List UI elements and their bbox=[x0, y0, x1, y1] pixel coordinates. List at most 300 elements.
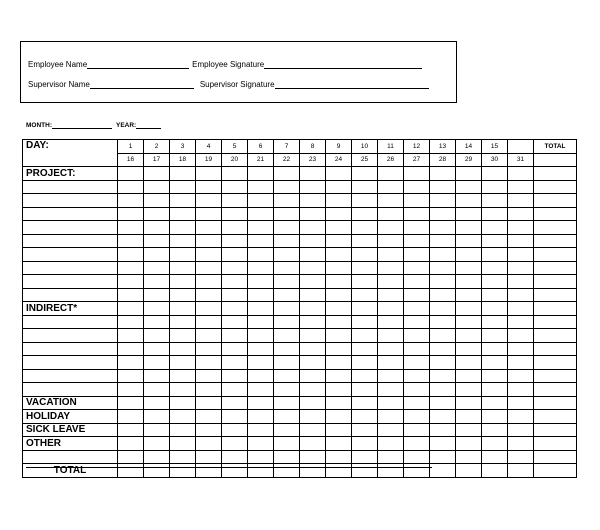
row-total-cell[interactable] bbox=[534, 356, 577, 370]
hours-cell[interactable] bbox=[326, 450, 352, 464]
hours-cell[interactable] bbox=[274, 396, 300, 410]
hours-cell[interactable] bbox=[118, 288, 144, 302]
hours-cell[interactable] bbox=[456, 450, 482, 464]
hours-cell[interactable] bbox=[456, 383, 482, 397]
hours-cell[interactable] bbox=[352, 356, 378, 370]
hours-cell[interactable] bbox=[222, 369, 248, 383]
hours-cell[interactable] bbox=[430, 302, 456, 316]
hours-cell[interactable] bbox=[196, 342, 222, 356]
hours-cell[interactable] bbox=[196, 261, 222, 275]
hours-cell[interactable] bbox=[378, 302, 404, 316]
hours-cell[interactable] bbox=[300, 423, 326, 437]
hours-cell[interactable] bbox=[352, 437, 378, 451]
hours-cell[interactable] bbox=[352, 450, 378, 464]
hours-cell[interactable] bbox=[352, 329, 378, 343]
hours-cell[interactable] bbox=[508, 207, 534, 221]
hours-cell[interactable] bbox=[404, 180, 430, 194]
hours-cell[interactable] bbox=[404, 194, 430, 208]
hours-cell[interactable] bbox=[170, 221, 196, 235]
hours-cell[interactable] bbox=[404, 248, 430, 262]
hours-cell[interactable] bbox=[222, 248, 248, 262]
hours-cell[interactable] bbox=[326, 248, 352, 262]
hours-cell[interactable] bbox=[248, 275, 274, 289]
hours-cell[interactable] bbox=[456, 423, 482, 437]
hours-cell[interactable] bbox=[378, 275, 404, 289]
hours-cell[interactable] bbox=[248, 207, 274, 221]
hours-cell[interactable] bbox=[170, 342, 196, 356]
hours-cell[interactable] bbox=[326, 207, 352, 221]
hours-cell[interactable] bbox=[248, 167, 274, 181]
row-total-cell[interactable] bbox=[534, 248, 577, 262]
hours-cell[interactable] bbox=[456, 167, 482, 181]
hours-cell[interactable] bbox=[170, 261, 196, 275]
hours-cell[interactable] bbox=[222, 437, 248, 451]
hours-cell[interactable] bbox=[222, 275, 248, 289]
hours-cell[interactable] bbox=[482, 234, 508, 248]
hours-cell[interactable] bbox=[248, 194, 274, 208]
hours-cell[interactable] bbox=[404, 342, 430, 356]
hours-cell[interactable] bbox=[430, 288, 456, 302]
hours-cell[interactable] bbox=[118, 194, 144, 208]
hours-cell[interactable] bbox=[118, 207, 144, 221]
hours-cell[interactable] bbox=[196, 234, 222, 248]
hours-cell[interactable] bbox=[326, 356, 352, 370]
hours-cell[interactable] bbox=[300, 302, 326, 316]
hours-cell[interactable] bbox=[482, 410, 508, 424]
row-total-cell[interactable] bbox=[534, 275, 577, 289]
hours-cell[interactable] bbox=[248, 369, 274, 383]
hours-cell[interactable] bbox=[352, 180, 378, 194]
hours-cell[interactable] bbox=[508, 423, 534, 437]
hours-cell[interactable] bbox=[378, 410, 404, 424]
hours-cell[interactable] bbox=[326, 329, 352, 343]
hours-cell[interactable] bbox=[430, 342, 456, 356]
hours-cell[interactable] bbox=[170, 423, 196, 437]
hours-cell[interactable] bbox=[404, 167, 430, 181]
hours-cell[interactable] bbox=[352, 396, 378, 410]
hours-cell[interactable] bbox=[326, 369, 352, 383]
hours-cell[interactable] bbox=[170, 275, 196, 289]
hours-cell[interactable] bbox=[482, 180, 508, 194]
hours-cell[interactable] bbox=[222, 315, 248, 329]
hours-cell[interactable] bbox=[430, 410, 456, 424]
supervisor-signature-field[interactable] bbox=[275, 80, 429, 89]
row-total-cell[interactable] bbox=[534, 221, 577, 235]
hours-cell[interactable] bbox=[118, 315, 144, 329]
hours-cell[interactable] bbox=[508, 396, 534, 410]
hours-cell[interactable] bbox=[456, 356, 482, 370]
hours-cell[interactable] bbox=[508, 194, 534, 208]
hours-cell[interactable] bbox=[118, 396, 144, 410]
hours-cell[interactable] bbox=[352, 369, 378, 383]
hours-cell[interactable] bbox=[248, 221, 274, 235]
hours-cell[interactable] bbox=[352, 194, 378, 208]
hours-cell[interactable] bbox=[170, 288, 196, 302]
hours-cell[interactable] bbox=[196, 180, 222, 194]
hours-cell[interactable] bbox=[118, 450, 144, 464]
hours-cell[interactable] bbox=[456, 342, 482, 356]
hours-cell[interactable] bbox=[144, 342, 170, 356]
hours-cell[interactable] bbox=[456, 464, 482, 478]
hours-cell[interactable] bbox=[170, 437, 196, 451]
hours-cell[interactable] bbox=[274, 356, 300, 370]
hours-cell[interactable] bbox=[248, 437, 274, 451]
hours-cell[interactable] bbox=[118, 329, 144, 343]
hours-cell[interactable] bbox=[196, 356, 222, 370]
hours-cell[interactable] bbox=[170, 383, 196, 397]
hours-cell[interactable] bbox=[196, 302, 222, 316]
hours-cell[interactable] bbox=[144, 248, 170, 262]
hours-cell[interactable] bbox=[378, 356, 404, 370]
hours-cell[interactable] bbox=[378, 261, 404, 275]
hours-cell[interactable] bbox=[144, 180, 170, 194]
hours-cell[interactable] bbox=[352, 288, 378, 302]
hours-cell[interactable] bbox=[222, 302, 248, 316]
hours-cell[interactable] bbox=[508, 369, 534, 383]
employee-name-field[interactable] bbox=[87, 60, 189, 69]
hours-cell[interactable] bbox=[248, 464, 274, 478]
row-total-cell[interactable] bbox=[534, 288, 577, 302]
hours-cell[interactable] bbox=[222, 288, 248, 302]
hours-cell[interactable] bbox=[144, 261, 170, 275]
hours-cell[interactable] bbox=[456, 275, 482, 289]
hours-cell[interactable] bbox=[274, 464, 300, 478]
hours-cell[interactable] bbox=[118, 180, 144, 194]
hours-cell[interactable] bbox=[248, 234, 274, 248]
hours-cell[interactable] bbox=[144, 315, 170, 329]
hours-cell[interactable] bbox=[378, 207, 404, 221]
hours-cell[interactable] bbox=[222, 423, 248, 437]
hours-cell[interactable] bbox=[170, 356, 196, 370]
hours-cell[interactable] bbox=[326, 167, 352, 181]
hours-cell[interactable] bbox=[196, 315, 222, 329]
hours-cell[interactable] bbox=[300, 396, 326, 410]
hours-cell[interactable] bbox=[482, 261, 508, 275]
hours-cell[interactable] bbox=[378, 369, 404, 383]
hours-cell[interactable] bbox=[482, 207, 508, 221]
hours-cell[interactable] bbox=[326, 423, 352, 437]
hours-cell[interactable] bbox=[300, 315, 326, 329]
hours-cell[interactable] bbox=[248, 342, 274, 356]
hours-cell[interactable] bbox=[274, 329, 300, 343]
hours-cell[interactable] bbox=[222, 194, 248, 208]
hours-cell[interactable] bbox=[170, 234, 196, 248]
hours-cell[interactable] bbox=[456, 315, 482, 329]
hours-cell[interactable] bbox=[300, 356, 326, 370]
hours-cell[interactable] bbox=[248, 248, 274, 262]
hours-cell[interactable] bbox=[118, 383, 144, 397]
hours-cell[interactable] bbox=[352, 383, 378, 397]
hours-cell[interactable] bbox=[482, 450, 508, 464]
hours-cell[interactable] bbox=[404, 369, 430, 383]
hours-cell[interactable] bbox=[430, 423, 456, 437]
row-total-cell[interactable] bbox=[534, 329, 577, 343]
hours-cell[interactable] bbox=[196, 437, 222, 451]
hours-cell[interactable] bbox=[196, 410, 222, 424]
hours-cell[interactable] bbox=[482, 437, 508, 451]
hours-cell[interactable] bbox=[274, 275, 300, 289]
hours-cell[interactable] bbox=[248, 329, 274, 343]
hours-cell[interactable] bbox=[170, 396, 196, 410]
hours-cell[interactable] bbox=[248, 180, 274, 194]
hours-cell[interactable] bbox=[378, 234, 404, 248]
hours-cell[interactable] bbox=[274, 437, 300, 451]
hours-cell[interactable] bbox=[274, 194, 300, 208]
hours-cell[interactable] bbox=[326, 464, 352, 478]
hours-cell[interactable] bbox=[118, 167, 144, 181]
hours-cell[interactable] bbox=[248, 450, 274, 464]
hours-cell[interactable] bbox=[508, 180, 534, 194]
hours-cell[interactable] bbox=[430, 396, 456, 410]
hours-cell[interactable] bbox=[196, 221, 222, 235]
hours-cell[interactable] bbox=[170, 369, 196, 383]
hours-cell[interactable] bbox=[430, 261, 456, 275]
hours-cell[interactable] bbox=[196, 194, 222, 208]
hours-cell[interactable] bbox=[274, 221, 300, 235]
hours-cell[interactable] bbox=[144, 329, 170, 343]
hours-cell[interactable] bbox=[378, 437, 404, 451]
row-total-cell[interactable] bbox=[534, 194, 577, 208]
hours-cell[interactable] bbox=[508, 383, 534, 397]
hours-cell[interactable] bbox=[222, 396, 248, 410]
hours-cell[interactable] bbox=[118, 234, 144, 248]
hours-cell[interactable] bbox=[222, 356, 248, 370]
hours-cell[interactable] bbox=[404, 450, 430, 464]
hours-cell[interactable] bbox=[170, 450, 196, 464]
supervisor-name-field[interactable] bbox=[90, 80, 194, 89]
employee-signature-field[interactable] bbox=[264, 60, 422, 69]
hours-cell[interactable] bbox=[508, 167, 534, 181]
hours-cell[interactable] bbox=[482, 423, 508, 437]
hours-cell[interactable] bbox=[378, 194, 404, 208]
hours-cell[interactable] bbox=[430, 207, 456, 221]
hours-cell[interactable] bbox=[274, 315, 300, 329]
hours-cell[interactable] bbox=[378, 315, 404, 329]
hours-cell[interactable] bbox=[144, 369, 170, 383]
hours-cell[interactable] bbox=[196, 423, 222, 437]
hours-cell[interactable] bbox=[300, 342, 326, 356]
hours-cell[interactable] bbox=[430, 437, 456, 451]
hours-cell[interactable] bbox=[352, 410, 378, 424]
hours-cell[interactable] bbox=[482, 315, 508, 329]
hours-cell[interactable] bbox=[248, 356, 274, 370]
hours-cell[interactable] bbox=[508, 464, 534, 478]
hours-cell[interactable] bbox=[326, 396, 352, 410]
hours-cell[interactable] bbox=[196, 369, 222, 383]
hours-cell[interactable] bbox=[326, 221, 352, 235]
hours-cell[interactable] bbox=[482, 275, 508, 289]
hours-cell[interactable] bbox=[404, 329, 430, 343]
hours-cell[interactable] bbox=[482, 288, 508, 302]
hours-cell[interactable] bbox=[300, 207, 326, 221]
hours-cell[interactable] bbox=[196, 450, 222, 464]
hours-cell[interactable] bbox=[274, 410, 300, 424]
hours-cell[interactable] bbox=[508, 329, 534, 343]
hours-cell[interactable] bbox=[482, 396, 508, 410]
hours-cell[interactable] bbox=[456, 234, 482, 248]
hours-cell[interactable] bbox=[404, 302, 430, 316]
hours-cell[interactable] bbox=[456, 302, 482, 316]
row-total-cell[interactable] bbox=[534, 464, 577, 478]
hours-cell[interactable] bbox=[326, 275, 352, 289]
hours-cell[interactable] bbox=[144, 221, 170, 235]
hours-cell[interactable] bbox=[352, 207, 378, 221]
hours-cell[interactable] bbox=[300, 410, 326, 424]
hours-cell[interactable] bbox=[300, 329, 326, 343]
hours-cell[interactable] bbox=[378, 396, 404, 410]
hours-cell[interactable] bbox=[170, 302, 196, 316]
hours-cell[interactable] bbox=[144, 167, 170, 181]
hours-cell[interactable] bbox=[430, 167, 456, 181]
hours-cell[interactable] bbox=[170, 410, 196, 424]
hours-cell[interactable] bbox=[144, 288, 170, 302]
hours-cell[interactable] bbox=[456, 248, 482, 262]
hours-cell[interactable] bbox=[144, 450, 170, 464]
hours-cell[interactable] bbox=[456, 396, 482, 410]
hours-cell[interactable] bbox=[404, 221, 430, 235]
hours-cell[interactable] bbox=[248, 383, 274, 397]
hours-cell[interactable] bbox=[274, 248, 300, 262]
hours-cell[interactable] bbox=[404, 261, 430, 275]
hours-cell[interactable] bbox=[118, 437, 144, 451]
row-total-cell[interactable] bbox=[534, 234, 577, 248]
hours-cell[interactable] bbox=[118, 464, 144, 478]
hours-cell[interactable] bbox=[404, 275, 430, 289]
hours-cell[interactable] bbox=[274, 180, 300, 194]
hours-cell[interactable] bbox=[430, 356, 456, 370]
hours-cell[interactable] bbox=[456, 369, 482, 383]
hours-cell[interactable] bbox=[196, 207, 222, 221]
hours-cell[interactable] bbox=[352, 464, 378, 478]
hours-cell[interactable] bbox=[300, 167, 326, 181]
hours-cell[interactable] bbox=[300, 248, 326, 262]
hours-cell[interactable] bbox=[144, 464, 170, 478]
hours-cell[interactable] bbox=[456, 288, 482, 302]
hours-cell[interactable] bbox=[300, 450, 326, 464]
hours-cell[interactable] bbox=[222, 450, 248, 464]
hours-cell[interactable] bbox=[300, 275, 326, 289]
hours-cell[interactable] bbox=[482, 194, 508, 208]
hours-cell[interactable] bbox=[378, 423, 404, 437]
hours-cell[interactable] bbox=[404, 356, 430, 370]
hours-cell[interactable] bbox=[352, 423, 378, 437]
row-total-cell[interactable] bbox=[534, 369, 577, 383]
hours-cell[interactable] bbox=[326, 383, 352, 397]
hours-cell[interactable] bbox=[508, 221, 534, 235]
hours-cell[interactable] bbox=[378, 464, 404, 478]
hours-cell[interactable] bbox=[508, 315, 534, 329]
hours-cell[interactable] bbox=[352, 302, 378, 316]
hours-cell[interactable] bbox=[456, 261, 482, 275]
hours-cell[interactable] bbox=[196, 167, 222, 181]
hours-cell[interactable] bbox=[352, 275, 378, 289]
hours-cell[interactable] bbox=[118, 369, 144, 383]
hours-cell[interactable] bbox=[248, 315, 274, 329]
hours-cell[interactable] bbox=[118, 248, 144, 262]
row-total-cell[interactable] bbox=[534, 342, 577, 356]
hours-cell[interactable] bbox=[144, 275, 170, 289]
hours-cell[interactable] bbox=[430, 369, 456, 383]
row-total-cell[interactable] bbox=[534, 383, 577, 397]
hours-cell[interactable] bbox=[222, 221, 248, 235]
hours-cell[interactable] bbox=[430, 221, 456, 235]
hours-cell[interactable] bbox=[378, 342, 404, 356]
hours-cell[interactable] bbox=[222, 464, 248, 478]
hours-cell[interactable] bbox=[300, 383, 326, 397]
hours-cell[interactable] bbox=[378, 248, 404, 262]
hours-cell[interactable] bbox=[170, 464, 196, 478]
hours-cell[interactable] bbox=[222, 207, 248, 221]
hours-cell[interactable] bbox=[170, 194, 196, 208]
hours-cell[interactable] bbox=[144, 437, 170, 451]
hours-cell[interactable] bbox=[508, 261, 534, 275]
hours-cell[interactable] bbox=[222, 329, 248, 343]
hours-cell[interactable] bbox=[378, 450, 404, 464]
hours-cell[interactable] bbox=[300, 180, 326, 194]
hours-cell[interactable] bbox=[378, 221, 404, 235]
hours-cell[interactable] bbox=[430, 194, 456, 208]
hours-cell[interactable] bbox=[196, 248, 222, 262]
hours-cell[interactable] bbox=[508, 356, 534, 370]
hours-cell[interactable] bbox=[144, 207, 170, 221]
hours-cell[interactable] bbox=[326, 315, 352, 329]
hours-cell[interactable] bbox=[274, 383, 300, 397]
hours-cell[interactable] bbox=[118, 275, 144, 289]
hours-cell[interactable] bbox=[508, 234, 534, 248]
hours-cell[interactable] bbox=[248, 396, 274, 410]
hours-cell[interactable] bbox=[248, 410, 274, 424]
hours-cell[interactable] bbox=[248, 261, 274, 275]
hours-cell[interactable] bbox=[482, 248, 508, 262]
hours-cell[interactable] bbox=[118, 342, 144, 356]
hours-cell[interactable] bbox=[118, 302, 144, 316]
hours-cell[interactable] bbox=[482, 369, 508, 383]
hours-cell[interactable] bbox=[404, 315, 430, 329]
hours-cell[interactable] bbox=[118, 356, 144, 370]
hours-cell[interactable] bbox=[352, 248, 378, 262]
row-total-cell[interactable] bbox=[534, 302, 577, 316]
hours-cell[interactable] bbox=[222, 167, 248, 181]
hours-cell[interactable] bbox=[222, 410, 248, 424]
hours-cell[interactable] bbox=[430, 383, 456, 397]
hours-cell[interactable] bbox=[222, 261, 248, 275]
hours-cell[interactable] bbox=[326, 342, 352, 356]
hours-cell[interactable] bbox=[352, 315, 378, 329]
hours-cell[interactable] bbox=[196, 383, 222, 397]
hours-cell[interactable] bbox=[352, 221, 378, 235]
hours-cell[interactable] bbox=[430, 234, 456, 248]
hours-cell[interactable] bbox=[404, 396, 430, 410]
hours-cell[interactable] bbox=[404, 234, 430, 248]
year-field[interactable] bbox=[136, 122, 161, 129]
hours-cell[interactable] bbox=[404, 437, 430, 451]
hours-cell[interactable] bbox=[404, 383, 430, 397]
hours-cell[interactable] bbox=[144, 396, 170, 410]
hours-cell[interactable] bbox=[456, 194, 482, 208]
hours-cell[interactable] bbox=[508, 248, 534, 262]
hours-cell[interactable] bbox=[170, 329, 196, 343]
hours-cell[interactable] bbox=[196, 329, 222, 343]
row-total-cell[interactable] bbox=[534, 261, 577, 275]
hours-cell[interactable] bbox=[118, 221, 144, 235]
row-total-cell[interactable] bbox=[534, 180, 577, 194]
hours-cell[interactable] bbox=[170, 248, 196, 262]
hours-cell[interactable] bbox=[248, 423, 274, 437]
hours-cell[interactable] bbox=[196, 288, 222, 302]
hours-cell[interactable] bbox=[300, 369, 326, 383]
hours-cell[interactable] bbox=[508, 275, 534, 289]
hours-cell[interactable] bbox=[326, 194, 352, 208]
